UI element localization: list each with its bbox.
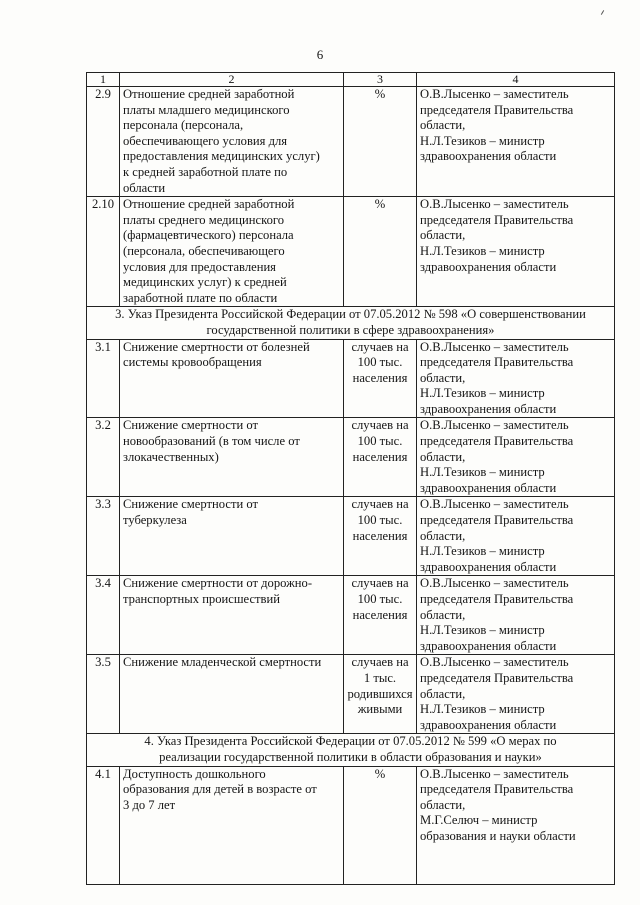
responsible-line: председателя Правительства (420, 212, 574, 227)
section-header-row (87, 734, 615, 766)
responsible-officials (417, 418, 615, 497)
indicator-line: злокачественных) (123, 449, 219, 464)
unit-line: случаев на (351, 418, 409, 433)
unit-of-measure (344, 497, 417, 576)
indicator-line: платы младшего медицинского (123, 102, 290, 117)
indicator-line: заработной плате по области (123, 290, 278, 305)
indicator-line: к средней заработной плате по (123, 164, 288, 179)
responsible-line: О.В.Лысенко – заместитель (420, 197, 569, 212)
responsible-line: председателя Правительства (420, 670, 574, 685)
responsible-line: О.В.Лысенко – заместитель (420, 87, 569, 101)
unit-line: % (374, 766, 386, 781)
row-number: 3.5 (87, 655, 120, 734)
responsible-line: области, (420, 686, 466, 701)
section-title-line: реализации государственной политики в области образования и науки» (159, 749, 542, 764)
indicator-line: транспортных происшествий (123, 592, 280, 606)
page-number: 6 (316, 47, 324, 62)
responsible-officials (417, 655, 615, 734)
responsible-officials (417, 497, 615, 576)
indicator-line: медицинских услуг) к средней (123, 275, 287, 290)
indicator-line: персонала (персонала, (123, 118, 244, 133)
unit-of-measure (344, 87, 417, 197)
responsible-line: Н.Л.Тезиков – министр (420, 243, 545, 258)
unit-line: живыми (357, 702, 403, 717)
indicator-line: Снижение смертности от (123, 497, 258, 512)
responsible-line: Н.Л.Тезиков – министр (420, 544, 545, 559)
header-cell-3: 3 (344, 73, 417, 87)
responsible-line: председателя Правительства (420, 782, 574, 797)
indicator-line: Отношение средней заработной (123, 197, 295, 212)
indicator-line: 3 до 7 лет (123, 797, 176, 812)
responsible-line: председателя Правительства (420, 513, 574, 528)
row-number: 2.10 (87, 197, 120, 307)
responsible-line: председателя Правительства (420, 434, 574, 449)
responsible-line: председателя Правительства (420, 592, 574, 606)
table-row (87, 497, 615, 576)
responsible-line: здравоохранения области (420, 717, 557, 732)
responsible-line: О.В.Лысенко – заместитель (420, 655, 569, 670)
unit-line: % (374, 197, 386, 212)
responsible-line: Н.Л.Тезиков – министр (420, 133, 545, 148)
indicator-line: Снижение младенческой смертности (123, 655, 322, 670)
unit-line: 100 тыс. (357, 434, 403, 449)
table-header-row (87, 73, 615, 87)
row-number: 3.2 (87, 418, 120, 497)
row-number: 3.3 (87, 497, 120, 576)
responsible-line: Н.Л.Тезиков – министр (420, 623, 545, 638)
responsible-line: М.Г.Селюч – министр (420, 813, 538, 828)
row-number: 4.1 (87, 766, 120, 884)
unit-line: 100 тыс. (357, 355, 403, 370)
responsible-line: здравоохранения области (420, 149, 557, 164)
indicator-line: обеспечивающего условия для (123, 133, 288, 148)
unit-line: населения (352, 449, 408, 464)
section-title (87, 734, 615, 766)
responsible-line: Н.Л.Тезиков – министр (420, 386, 545, 401)
table-row (87, 197, 615, 307)
responsible-line: здравоохранения области (420, 259, 557, 274)
header-cell-2: 2 (120, 73, 344, 87)
responsible-officials (417, 87, 615, 197)
scan-mark (601, 10, 604, 15)
indicator-line: туберкулеза (123, 513, 187, 528)
indicator-line: новообразований (в том числе от (123, 434, 300, 449)
responsible-line: области, (420, 607, 466, 622)
unit-line: родившихся (347, 686, 413, 701)
responsible-line: О.В.Лысенко – заместитель (420, 576, 569, 591)
responsible-line: Н.Л.Тезиков – министр (420, 465, 545, 480)
indicator-line: Снижение смертности от (123, 418, 258, 433)
indicator-name (120, 766, 344, 884)
table-row (87, 655, 615, 734)
indicator-line: Снижение смертности от болезней (123, 339, 310, 354)
indicator-line: (фармацевтического) персонала (123, 228, 294, 243)
row-number: 3.1 (87, 339, 120, 418)
indicator-name (120, 87, 344, 197)
responsible-officials (417, 339, 615, 418)
responsible-officials (417, 197, 615, 307)
indicator-line: системы кровообращения (123, 355, 262, 370)
indicators-table (86, 72, 615, 885)
indicator-line: предоставления медицинских услуг) (123, 149, 320, 164)
responsible-line: области, (420, 528, 466, 543)
header-cell-1: 1 (87, 73, 120, 87)
unit-of-measure (344, 576, 417, 655)
unit-of-measure (344, 766, 417, 884)
responsible-line: О.В.Лысенко – заместитель (420, 339, 569, 354)
responsible-line: О.В.Лысенко – заместитель (420, 497, 569, 512)
unit-line: 100 тыс. (357, 513, 403, 528)
unit-line: случаев на (351, 497, 409, 512)
table-row (87, 87, 615, 197)
unit-line: случаев на (351, 339, 409, 354)
unit-of-measure (344, 339, 417, 418)
indicator-name (120, 497, 344, 576)
indicator-name (120, 655, 344, 734)
responsible-line: области, (420, 449, 466, 464)
responsible-officials (417, 766, 615, 884)
indicator-name (120, 339, 344, 418)
responsible-line: председателя Правительства (420, 102, 574, 117)
section-title (87, 307, 615, 339)
header-cell-4: 4 (417, 73, 615, 87)
unit-line: населения (352, 370, 408, 385)
row-number: 3.4 (87, 576, 120, 655)
responsible-line: области, (420, 228, 466, 243)
indicator-name (120, 197, 344, 307)
section-title-line: 3. Указ Президента Российской Федерации от 07.05.2012 № 598 «О совершенствовании (115, 307, 586, 322)
responsible-officials (417, 576, 615, 655)
table-row (87, 418, 615, 497)
indicator-line: образования для детей в возрасте от (123, 782, 317, 797)
unit-line: случаев на (351, 576, 409, 591)
section-title-line: 4. Указ Президента Российской Федерации от 07.05.2012 № 599 «О мерах по (144, 734, 557, 749)
responsible-line: председателя Правительства (420, 355, 574, 370)
responsible-line: здравоохранения области (420, 401, 557, 416)
unit-line: случаев на (351, 655, 409, 670)
indicator-line: платы среднего медицинского (123, 212, 285, 227)
responsible-line: здравоохранения области (420, 480, 557, 495)
unit-of-measure (344, 655, 417, 734)
table-row (87, 766, 615, 884)
responsible-line: области, (420, 370, 466, 385)
indicator-line: Снижение смертности от дорожно- (123, 576, 313, 591)
table-row (87, 339, 615, 418)
indicator-name (120, 418, 344, 497)
indicator-line: Отношение средней заработной (123, 87, 295, 101)
row-number: 2.9 (87, 87, 120, 197)
responsible-line: О.В.Лысенко – заместитель (420, 766, 569, 781)
responsible-line: Н.Л.Тезиков – министр (420, 702, 545, 717)
responsible-line: области, (420, 118, 466, 133)
responsible-line: здравоохранения области (420, 638, 557, 653)
indicator-name (120, 576, 344, 655)
responsible-line: здравоохранения области (420, 559, 557, 574)
section-header-row (87, 307, 615, 339)
unit-line: 100 тыс. (357, 592, 403, 606)
unit-of-measure (344, 197, 417, 307)
indicator-line: области (123, 180, 166, 195)
indicator-line: (персонала, обеспечивающего (123, 243, 285, 258)
unit-line: населения (352, 607, 408, 622)
responsible-line: О.В.Лысенко – заместитель (420, 418, 569, 433)
responsible-line: области, (420, 797, 466, 812)
unit-of-measure (344, 418, 417, 497)
responsible-line: образования и науки области (420, 828, 576, 843)
indicator-line: Доступность дошкольного (123, 766, 266, 781)
indicator-line: условия для предоставления (123, 259, 276, 274)
unit-line: 1 тыс. (363, 670, 397, 685)
section-title-line: государственной политики в сфере здравоохранения» (206, 322, 495, 337)
unit-line: % (374, 87, 386, 101)
table-row (87, 576, 615, 655)
unit-line: населения (352, 528, 408, 543)
